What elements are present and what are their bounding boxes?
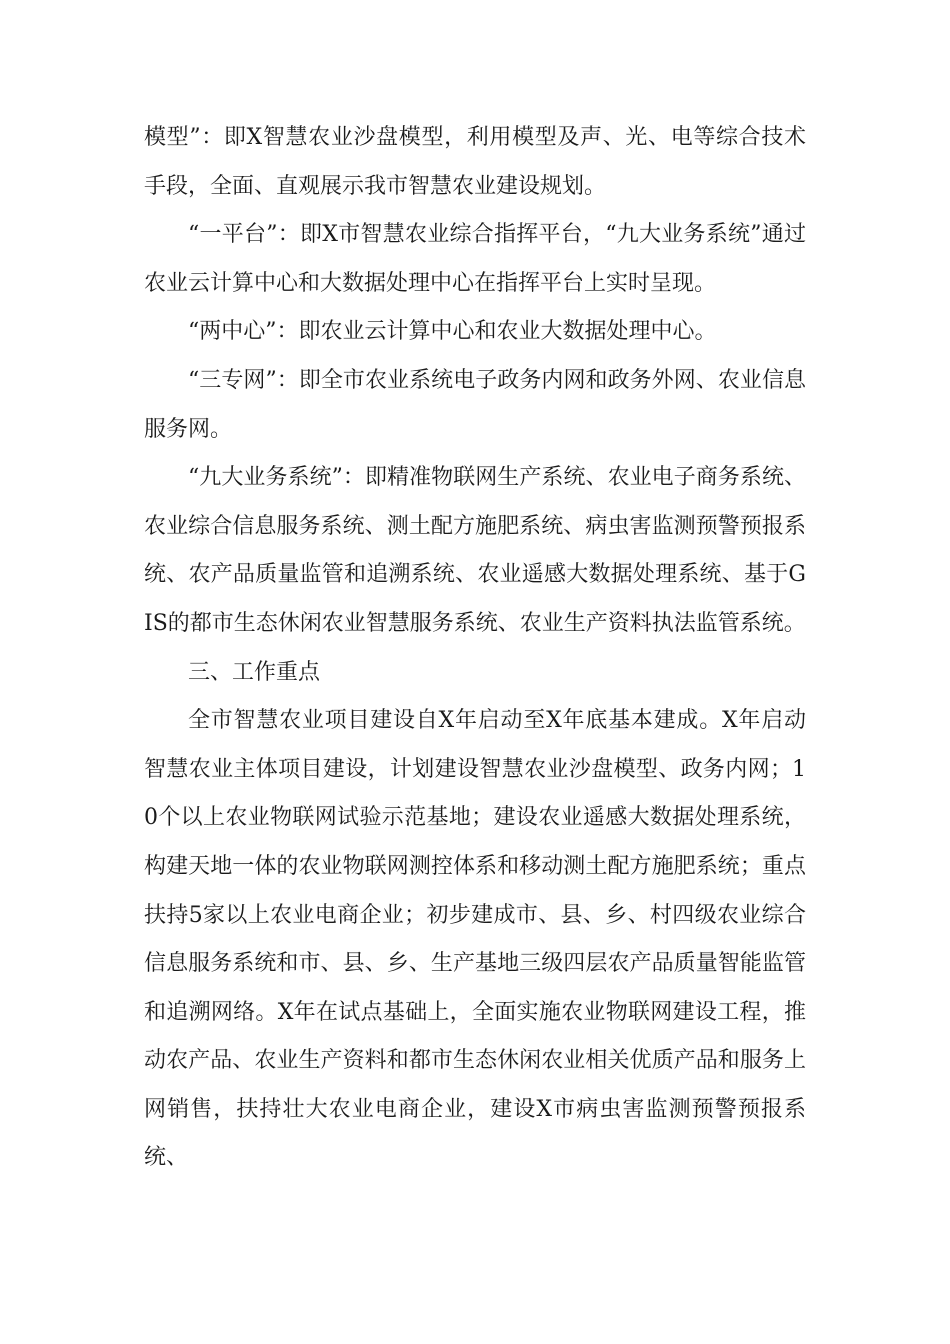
paragraph-two-centers: “两中心”：即农业云计算中心和农业大数据处理中心。 bbox=[188, 319, 717, 345]
section-heading-work-focus: 三、工作重点 bbox=[188, 659, 321, 685]
paragraph-sandtable-continued: 模型”：即X智慧农业沙盘模型，利用模型及声、光、电等综合技术手段，全面、直观展示我市智慧农业建设规划。 bbox=[144, 125, 806, 199]
paragraph-nine-systems: “九大业务系统”：即精准物联网生产系统、农业电子商务系统、农业综合信息服务系统、测土配方施肥系统、病虫害监测预警预报系统、农产品质量监管和追溯系统、农业遥感大数据处理系统、基于GIS的都市生态休闲农业智慧服务系统、农业生产资料执法监管系统。 bbox=[144, 465, 806, 636]
document-body bbox=[144, 114, 806, 1183]
paragraph-one-platform: “一平台”：即X市智慧农业综合指挥平台，“九大业务系统”通过农业云计算中心和大数据处理中心在指挥平台上实时呈现。 bbox=[144, 222, 806, 296]
paragraph-work-focus-body: 全市智慧农业项目建设自X年启动至X年底基本建成。X年启动智慧农业主体项目建设，计划建设智慧农业沙盘模型、政务内网；10个以上农业物联网试验示范基地；建设农业遥感大数据处理系统，构建天地一体的农业物联网测控体系和移动测土配方施肥系统；重点扶持5家以上农业电商企业；初步建成市、县、乡、村四级农业综合信息服务系统和市、县、乡、生产基地三级四层农产品质量智能监管和追溯网络。X年在试点基础上，全面实施农业物联网建设工程，推动农产品、农业生产资料和都市生态休闲农业相关优质产品和服务上网销售，扶持壮大农业电商企业，建设X市病虫害监测预警预报系统、 bbox=[144, 708, 806, 1171]
paragraph-three-networks: “三专网”：即全市农业系统电子政务内网和政务外网、农业信息服务网。 bbox=[144, 367, 806, 442]
